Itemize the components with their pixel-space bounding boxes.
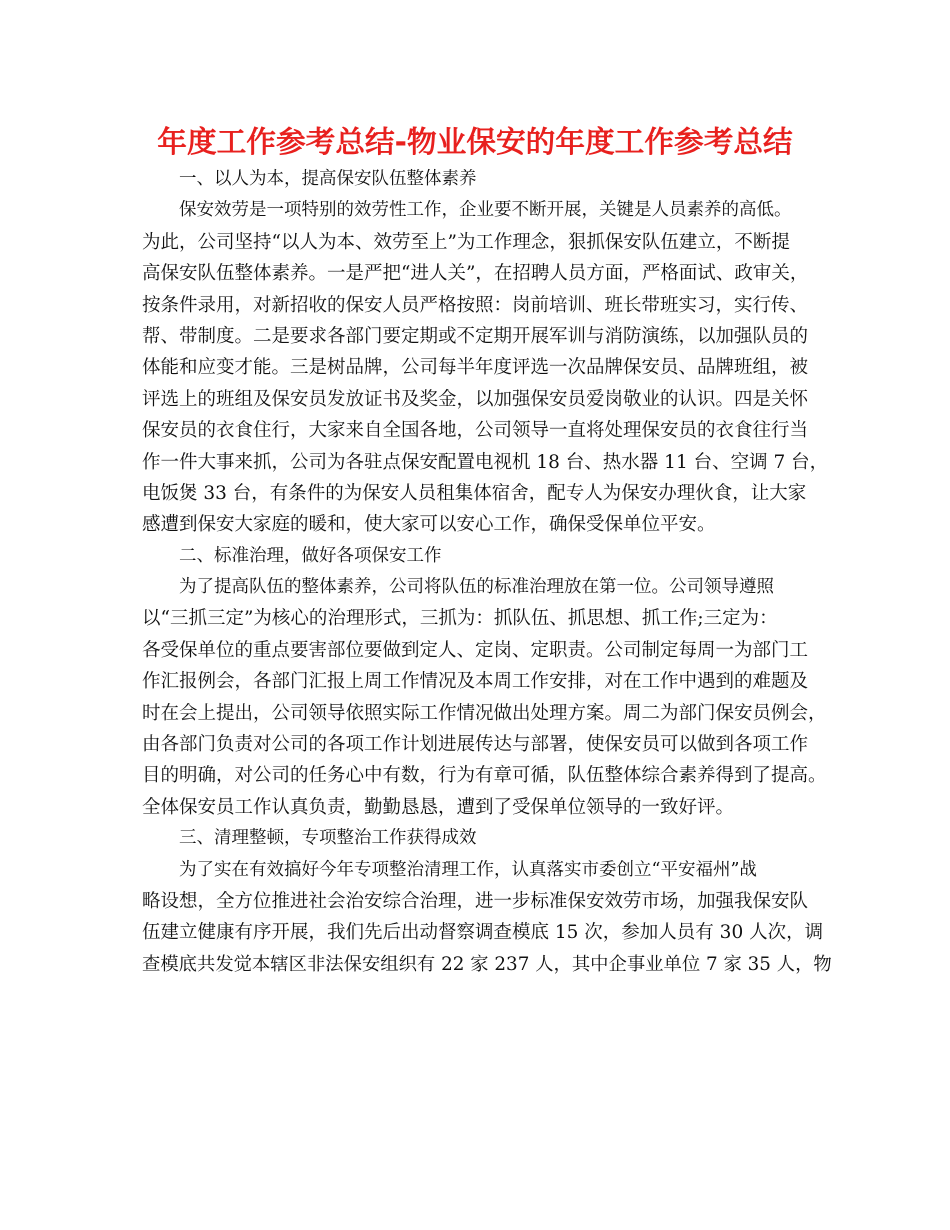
paragraph-line: 目的明确，对公司的任务心中有数，行为有章可循，队伍整体综合素养得到了提高。	[142, 765, 827, 787]
paragraph-line: 体能和应变才能。三是树品牌，公司每半年度评选一次品牌保安员、品牌班组，被	[142, 357, 809, 379]
paragraph-line: 保安员的衣食住行，大家来自全国各地，公司领导一直将处理保安员的衣食往行当	[142, 420, 809, 442]
paragraph-first-line: 为了提高队伍的整体素养，公司将队伍的标准治理放在第一位。公司领导遵照	[179, 577, 774, 598]
paragraph-line: 按条件录用，对新招收的保安人员严格按照：岗前培训、班长带班实习，实行传、	[142, 294, 809, 316]
paragraph-line: 作汇报例会，各部门汇报上周工作情况及本周工作安排，对在工作中遇到的难题及	[142, 671, 809, 693]
paragraph-line: 伍建立健康有序开展，我们先后出动督察调查模底 15 次，参加人员有 30 人次，调	[142, 922, 824, 944]
paragraph-line: 帮、带制度。二是要求各部门要定期或不定期开展军训与消防演练，以加强队员的	[142, 325, 809, 347]
paragraph-line: 作一件大事来抓，公司为各驻点保安配置电视机 18 台、热水器 11 台、空调 7 台，	[142, 451, 829, 473]
paragraph-line: 感遭到保安大家庭的暖和，使大家可以安心工作，确保受保单位平安。	[142, 514, 716, 536]
paragraph-first-line: 一、以人为本，提高保安队伍整体素养	[179, 169, 477, 189]
paragraph-line: 以“三抓三定”为核心的治理形式，三抓为：抓队伍、抓思想、抓工作;三定为：	[142, 608, 778, 630]
paragraph-line: 时在会上提出，公司领导依照实际工作情况做出处理方案。周二为部门保安员例会，	[142, 702, 827, 724]
paragraph-line: 各受保单位的重点要害部位要做到定人、定岗、定职责。公司制定每周一为部门工	[142, 639, 809, 661]
paragraph-line: 略设想，全方位推进社会治安综合治理，进一步标准保安效劳市场，加强我保安队	[142, 890, 809, 912]
paragraph-first-line: 二、标准治理，做好各项保安工作	[179, 545, 442, 566]
paragraph-line: 评选上的班组及保安员发放证书及奖金，以加强保安员爱岗敬业的认识。四是关怀	[142, 388, 809, 410]
paragraph-line: 高保安队伍整体素养。一是严把“进人关”，在招聘人员方面，严格面试、政审关，	[142, 263, 809, 285]
document-body	[142, 164, 832, 980]
paragraph-first-line: 为了实在有效搞好今年专项整治清理工作，认真落实市委创立“平安福州”战	[179, 859, 757, 880]
paragraph-first-line: 三、清理整顿，专项整治工作获得成效	[179, 828, 477, 849]
paragraph-line: 全体保安员工作认真负责，勤勤恳恳，遭到了受保单位领导的一致好评。	[142, 796, 735, 818]
document-title: 年度工作参考总结-物业保安的年度工作参考总结	[157, 124, 793, 159]
paragraph-line: 由各部门负责对公司的各项工作计划进展传达与部署，使保安员可以做到各项工作	[142, 734, 809, 756]
paragraph-line: 为此，公司坚持“以人为本、效劳至上”为工作理念，狠抓保安队伍建立，不断提	[142, 231, 790, 253]
paragraph-first-line: 保安效劳是一项特别的效劳性工作，企业要不断开展，关键是人员素养的高低。	[179, 200, 792, 221]
paragraph-line: 查模底共发觉本辖区非法保安组织有 22 家 237 人，其中企事业单位 7 家 35 人，物	[142, 953, 832, 975]
paragraph-line: 电饭煲 33 台，有条件的为保安人员租集体宿舍，配专人为保安办理伙食，让大家	[142, 482, 807, 504]
